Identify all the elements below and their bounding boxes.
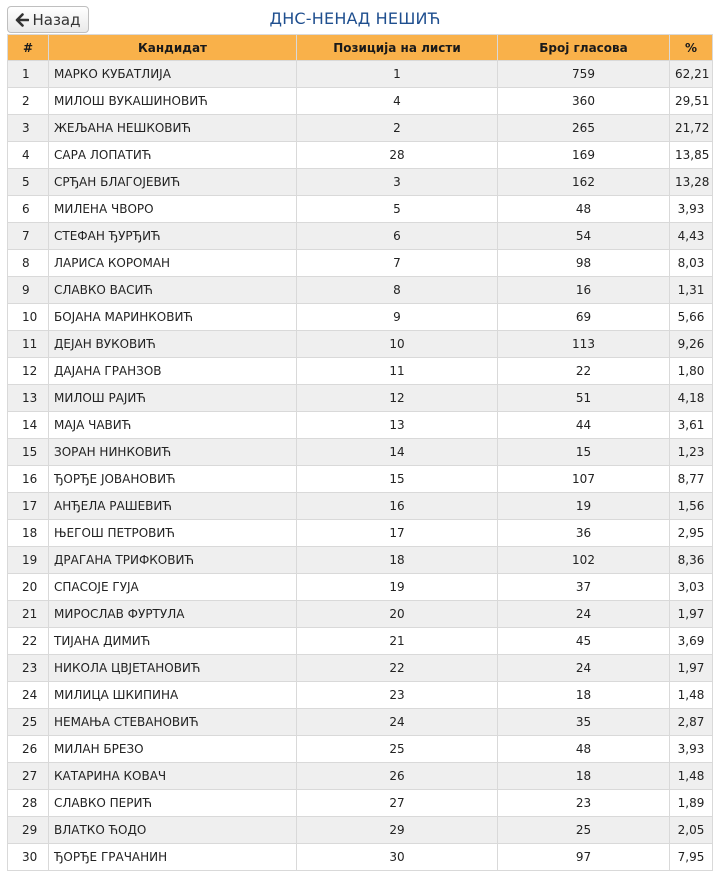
- cell-votes: 23: [498, 790, 670, 817]
- cell-votes: 113: [498, 331, 670, 358]
- cell-number: 18: [8, 520, 49, 547]
- table-row[interactable]: [8, 682, 713, 709]
- cell-candidate: СЛАВКО ПЕРИЋ: [49, 790, 297, 817]
- cell-votes: 97: [498, 844, 670, 871]
- cell-candidate: ТИЈАНА ДИМИЋ: [49, 628, 297, 655]
- cell-votes: 107: [498, 466, 670, 493]
- cell-percent: 8,77: [670, 466, 713, 493]
- cell-position: 28: [297, 142, 498, 169]
- cell-candidate: ДАЈАНА ГРАНЗОВ: [49, 358, 297, 385]
- cell-percent: 1,31: [670, 277, 713, 304]
- table-row[interactable]: [8, 601, 713, 628]
- table-row[interactable]: [8, 331, 713, 358]
- cell-number: 21: [8, 601, 49, 628]
- cell-percent: 1,89: [670, 790, 713, 817]
- cell-candidate: СПАСОЈЕ ГУЈА: [49, 574, 297, 601]
- table-row[interactable]: [8, 790, 713, 817]
- table-row[interactable]: [8, 358, 713, 385]
- cell-votes: 69: [498, 304, 670, 331]
- cell-candidate: ДЕЈАН ВУКОВИЋ: [49, 331, 297, 358]
- cell-percent: 1,80: [670, 358, 713, 385]
- table-row[interactable]: [8, 61, 713, 88]
- cell-candidate: ЛАРИСА КОРОМАН: [49, 250, 297, 277]
- top-bar: [0, 0, 720, 34]
- cell-votes: 44: [498, 412, 670, 439]
- table-row[interactable]: [8, 574, 713, 601]
- cell-candidate: ЂОРЂЕ ГРАЧАНИН: [49, 844, 297, 871]
- cell-percent: 3,69: [670, 628, 713, 655]
- cell-percent: 1,97: [670, 601, 713, 628]
- cell-percent: 1,48: [670, 682, 713, 709]
- cell-candidate: ЖЕЉАНА НЕШКОВИЋ: [49, 115, 297, 142]
- cell-percent: 2,05: [670, 817, 713, 844]
- cell-number: 16: [8, 466, 49, 493]
- cell-number: 25: [8, 709, 49, 736]
- cell-percent: 4,43: [670, 223, 713, 250]
- cell-number: 3: [8, 115, 49, 142]
- cell-number: 6: [8, 196, 49, 223]
- table-row[interactable]: [8, 169, 713, 196]
- cell-candidate: БОЈАНА МАРИНКОВИЋ: [49, 304, 297, 331]
- cell-votes: 25: [498, 817, 670, 844]
- cell-percent: 2,95: [670, 520, 713, 547]
- cell-position: 4: [297, 88, 498, 115]
- column-header-number[interactable]: #: [8, 35, 49, 61]
- cell-position: 11: [297, 358, 498, 385]
- cell-votes: 24: [498, 655, 670, 682]
- cell-number: 30: [8, 844, 49, 871]
- cell-candidate: МАЈА ЧАВИЋ: [49, 412, 297, 439]
- cell-number: 23: [8, 655, 49, 682]
- cell-number: 9: [8, 277, 49, 304]
- cell-percent: 21,72: [670, 115, 713, 142]
- cell-candidate: СРЂАН БЛАГОЈЕВИЋ: [49, 169, 297, 196]
- cell-position: 20: [297, 601, 498, 628]
- cell-votes: 102: [498, 547, 670, 574]
- table-row[interactable]: [8, 142, 713, 169]
- cell-percent: 1,23: [670, 439, 713, 466]
- cell-candidate: МИЛОШ РАЈИЋ: [49, 385, 297, 412]
- cell-votes: 18: [498, 682, 670, 709]
- cell-percent: 1,97: [670, 655, 713, 682]
- cell-number: 11: [8, 331, 49, 358]
- cell-position: 12: [297, 385, 498, 412]
- cell-position: 3: [297, 169, 498, 196]
- cell-position: 29: [297, 817, 498, 844]
- cell-number: 27: [8, 763, 49, 790]
- cell-votes: 98: [498, 250, 670, 277]
- cell-percent: 2,87: [670, 709, 713, 736]
- table-row[interactable]: [8, 763, 713, 790]
- table-row[interactable]: [8, 304, 713, 331]
- cell-votes: 169: [498, 142, 670, 169]
- table-row[interactable]: [8, 439, 713, 466]
- column-header-candidate[interactable]: Кандидат: [49, 35, 297, 61]
- page-title: ДНС-НЕНАД НЕШИЋ: [269, 9, 441, 28]
- cell-candidate: НИКОЛА ЦВЈЕТАНОВИЋ: [49, 655, 297, 682]
- cell-position: 6: [297, 223, 498, 250]
- cell-percent: 3,93: [670, 736, 713, 763]
- cell-percent: 3,61: [670, 412, 713, 439]
- table-row[interactable]: [8, 385, 713, 412]
- table-row[interactable]: [8, 655, 713, 682]
- cell-candidate: АНЂЕЛА РАШЕВИЋ: [49, 493, 297, 520]
- cell-percent: 5,66: [670, 304, 713, 331]
- cell-votes: 54: [498, 223, 670, 250]
- cell-number: 29: [8, 817, 49, 844]
- cell-candidate: ЗОРАН НИНКОВИЋ: [49, 439, 297, 466]
- cell-votes: 18: [498, 763, 670, 790]
- cell-position: 2: [297, 115, 498, 142]
- cell-position: 21: [297, 628, 498, 655]
- cell-position: 17: [297, 520, 498, 547]
- table-row[interactable]: [8, 628, 713, 655]
- table-row[interactable]: [8, 466, 713, 493]
- cell-candidate: ЂОРЂЕ ЈОВАНОВИЋ: [49, 466, 297, 493]
- cell-votes: 265: [498, 115, 670, 142]
- cell-number: 28: [8, 790, 49, 817]
- cell-votes: 36: [498, 520, 670, 547]
- table-row[interactable]: [8, 709, 713, 736]
- cell-votes: 162: [498, 169, 670, 196]
- results-table: [7, 34, 713, 871]
- back-button-label: Назад: [32, 10, 81, 29]
- cell-position: 7: [297, 250, 498, 277]
- cell-candidate: МИЛИЦА ШКИПИНА: [49, 682, 297, 709]
- cell-position: 22: [297, 655, 498, 682]
- cell-position: 19: [297, 574, 498, 601]
- table-header-row: [8, 35, 713, 61]
- cell-percent: 13,85: [670, 142, 713, 169]
- cell-votes: 24: [498, 601, 670, 628]
- table-row[interactable]: [8, 115, 713, 142]
- cell-position: 9: [297, 304, 498, 331]
- cell-position: 30: [297, 844, 498, 871]
- cell-candidate: СТЕФАН ЂУРЂИЋ: [49, 223, 297, 250]
- cell-number: 12: [8, 358, 49, 385]
- cell-position: 25: [297, 736, 498, 763]
- table-row[interactable]: [8, 196, 713, 223]
- cell-number: 20: [8, 574, 49, 601]
- cell-percent: 29,51: [670, 88, 713, 115]
- cell-candidate: НЕМАЊА СТЕВАНОВИЋ: [49, 709, 297, 736]
- table-row[interactable]: [8, 412, 713, 439]
- cell-votes: 759: [498, 61, 670, 88]
- cell-position: 23: [297, 682, 498, 709]
- cell-candidate: МИЛОШ ВУКАШИНОВИЋ: [49, 88, 297, 115]
- cell-percent: 4,18: [670, 385, 713, 412]
- table-row[interactable]: [8, 250, 713, 277]
- cell-percent: 13,28: [670, 169, 713, 196]
- cell-position: 18: [297, 547, 498, 574]
- column-header-position[interactable]: Позиција на листи: [297, 35, 498, 61]
- cell-votes: 37: [498, 574, 670, 601]
- cell-number: 4: [8, 142, 49, 169]
- cell-position: 16: [297, 493, 498, 520]
- cell-number: 1: [8, 61, 49, 88]
- cell-percent: 7,95: [670, 844, 713, 871]
- table-body: [8, 61, 713, 871]
- cell-percent: 62,21: [670, 61, 713, 88]
- cell-position: 24: [297, 709, 498, 736]
- cell-number: 17: [8, 493, 49, 520]
- cell-number: 22: [8, 628, 49, 655]
- cell-number: 15: [8, 439, 49, 466]
- cell-votes: 45: [498, 628, 670, 655]
- cell-votes: 16: [498, 277, 670, 304]
- table-row[interactable]: [8, 817, 713, 844]
- cell-number: 24: [8, 682, 49, 709]
- table-row[interactable]: [8, 520, 713, 547]
- cell-percent: 3,03: [670, 574, 713, 601]
- cell-votes: 35: [498, 709, 670, 736]
- cell-candidate: МИРОСЛАВ ФУРТУЛА: [49, 601, 297, 628]
- cell-votes: 15: [498, 439, 670, 466]
- table-row[interactable]: [8, 88, 713, 115]
- cell-candidate: СЛАВКО ВАСИЋ: [49, 277, 297, 304]
- cell-candidate: МАРКО КУБАТЛИЈА: [49, 61, 297, 88]
- cell-position: 14: [297, 439, 498, 466]
- cell-position: 8: [297, 277, 498, 304]
- cell-candidate: МИЛЕНА ЧВОРО: [49, 196, 297, 223]
- cell-percent: 1,48: [670, 763, 713, 790]
- table-row[interactable]: [8, 277, 713, 304]
- cell-votes: 51: [498, 385, 670, 412]
- cell-candidate: КАТАРИНА КОВАЧ: [49, 763, 297, 790]
- cell-position: 27: [297, 790, 498, 817]
- cell-number: 26: [8, 736, 49, 763]
- table-row[interactable]: [8, 493, 713, 520]
- cell-candidate: МИЛАН БРЕЗО: [49, 736, 297, 763]
- cell-candidate: САРА ЛОПАТИЋ: [49, 142, 297, 169]
- cell-candidate: ВЛАТКО ЋОДО: [49, 817, 297, 844]
- column-header-percent[interactable]: %: [670, 35, 713, 61]
- cell-number: 19: [8, 547, 49, 574]
- cell-number: 7: [8, 223, 49, 250]
- table-row[interactable]: [8, 844, 713, 871]
- cell-votes: 360: [498, 88, 670, 115]
- cell-votes: 48: [498, 196, 670, 223]
- cell-percent: 1,56: [670, 493, 713, 520]
- cell-candidate: ЊЕГОШ ПЕТРОВИЋ: [49, 520, 297, 547]
- cell-number: 14: [8, 412, 49, 439]
- cell-number: 13: [8, 385, 49, 412]
- cell-votes: 22: [498, 358, 670, 385]
- cell-number: 2: [8, 88, 49, 115]
- cell-position: 1: [297, 61, 498, 88]
- table-row[interactable]: [8, 736, 713, 763]
- cell-votes: 19: [498, 493, 670, 520]
- cell-position: 13: [297, 412, 498, 439]
- cell-percent: 8,03: [670, 250, 713, 277]
- column-header-votes[interactable]: Број гласова: [498, 35, 670, 61]
- cell-number: 5: [8, 169, 49, 196]
- cell-position: 26: [297, 763, 498, 790]
- table-row[interactable]: [8, 547, 713, 574]
- table-row[interactable]: [8, 223, 713, 250]
- cell-position: 15: [297, 466, 498, 493]
- cell-percent: 8,36: [670, 547, 713, 574]
- cell-number: 10: [8, 304, 49, 331]
- cell-votes: 48: [498, 736, 670, 763]
- cell-percent: 9,26: [670, 331, 713, 358]
- cell-candidate: ДРАГАНА ТРИФКОВИЋ: [49, 547, 297, 574]
- cell-percent: 3,93: [670, 196, 713, 223]
- cell-number: 8: [8, 250, 49, 277]
- cell-position: 10: [297, 331, 498, 358]
- cell-position: 5: [297, 196, 498, 223]
